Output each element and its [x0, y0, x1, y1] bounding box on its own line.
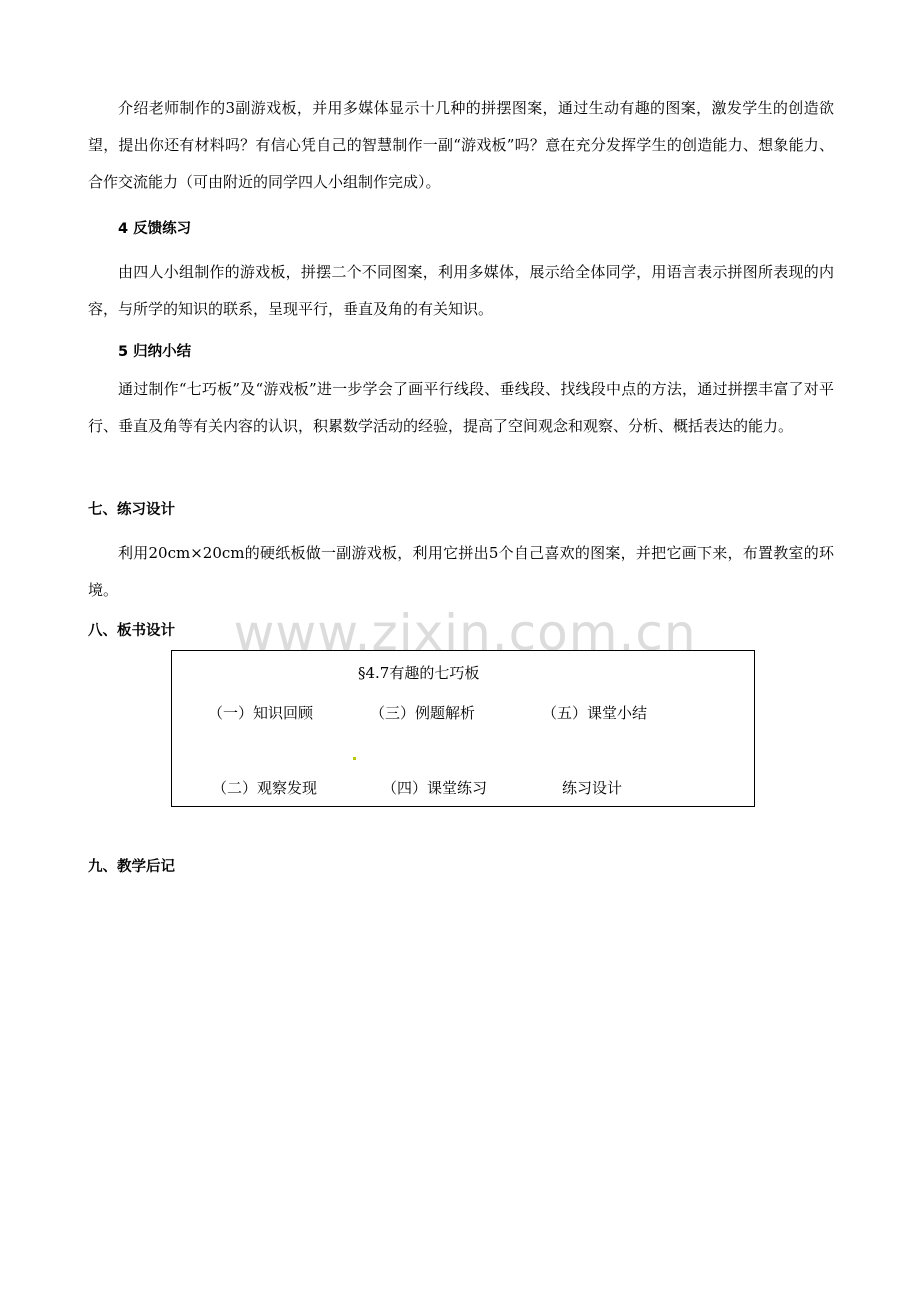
board-item-example-analysis: （三）例题解析 — [370, 704, 476, 722]
paragraph-intro: 介绍老师制作的3副游戏板，并用多媒体显示十几种的拼摆图案，通过生动有趣的图案，激发学生的创造欲望，提出你还有材料吗？有信心凭自己的智慧制作一副“游戏板”吗？意在充分发挥学生的创造能力、想象能力、合作交流能力（可由附近的同学四人小组制作完成）。 — [88, 99, 834, 191]
board-design-box — [171, 650, 755, 807]
heading-summary: 5 归纳小结 — [118, 344, 192, 360]
heading-feedback-practice: 4 反馈练习 — [118, 221, 192, 237]
heading-board-design: 八、板书设计 — [88, 623, 175, 639]
paragraph-feedback: 由四人小组制作的游戏板，拼摆二个不同图案，利用多媒体，展示给全体同学，用语言表示拼图所表现的内容，与所学的知识的联系，呈现平行，垂直及角的有关知识。 — [88, 263, 834, 318]
board-item-class-practice: （四）课堂练习 — [382, 779, 488, 797]
watermark: www.zixin.com.cn — [233, 604, 697, 662]
paragraph-exercise: 利用20cm×20cm的硬纸板做一副游戏板，利用它拼出5个自己喜欢的图案，并把它画下来，布置教室的环境。 — [88, 544, 834, 599]
board-item-class-summary: （五）课堂小结 — [542, 704, 648, 722]
heading-exercise-design: 七、练习设计 — [88, 502, 175, 518]
board-item-knowledge-review: （一）知识回顾 — [208, 704, 314, 722]
board-title: §4.7有趣的七巧板 — [358, 664, 480, 682]
board-item-observe-discover: （二）观察发现 — [212, 779, 318, 797]
heading-teaching-reflection: 九、教学后记 — [88, 859, 175, 875]
decorative-dot — [353, 757, 356, 760]
paragraph-summary: 通过制作“七巧板”及“游戏板”进一步学会了画平行线段、垂线段、找线段中点的方法，通过拼摆丰富了对平行、垂直及角等有关内容的认识，积累数学活动的经验，提高了空间观念和观察、分析、概括表达的能力。 — [88, 380, 834, 435]
board-item-exercise-design: 练习设计 — [562, 779, 623, 797]
